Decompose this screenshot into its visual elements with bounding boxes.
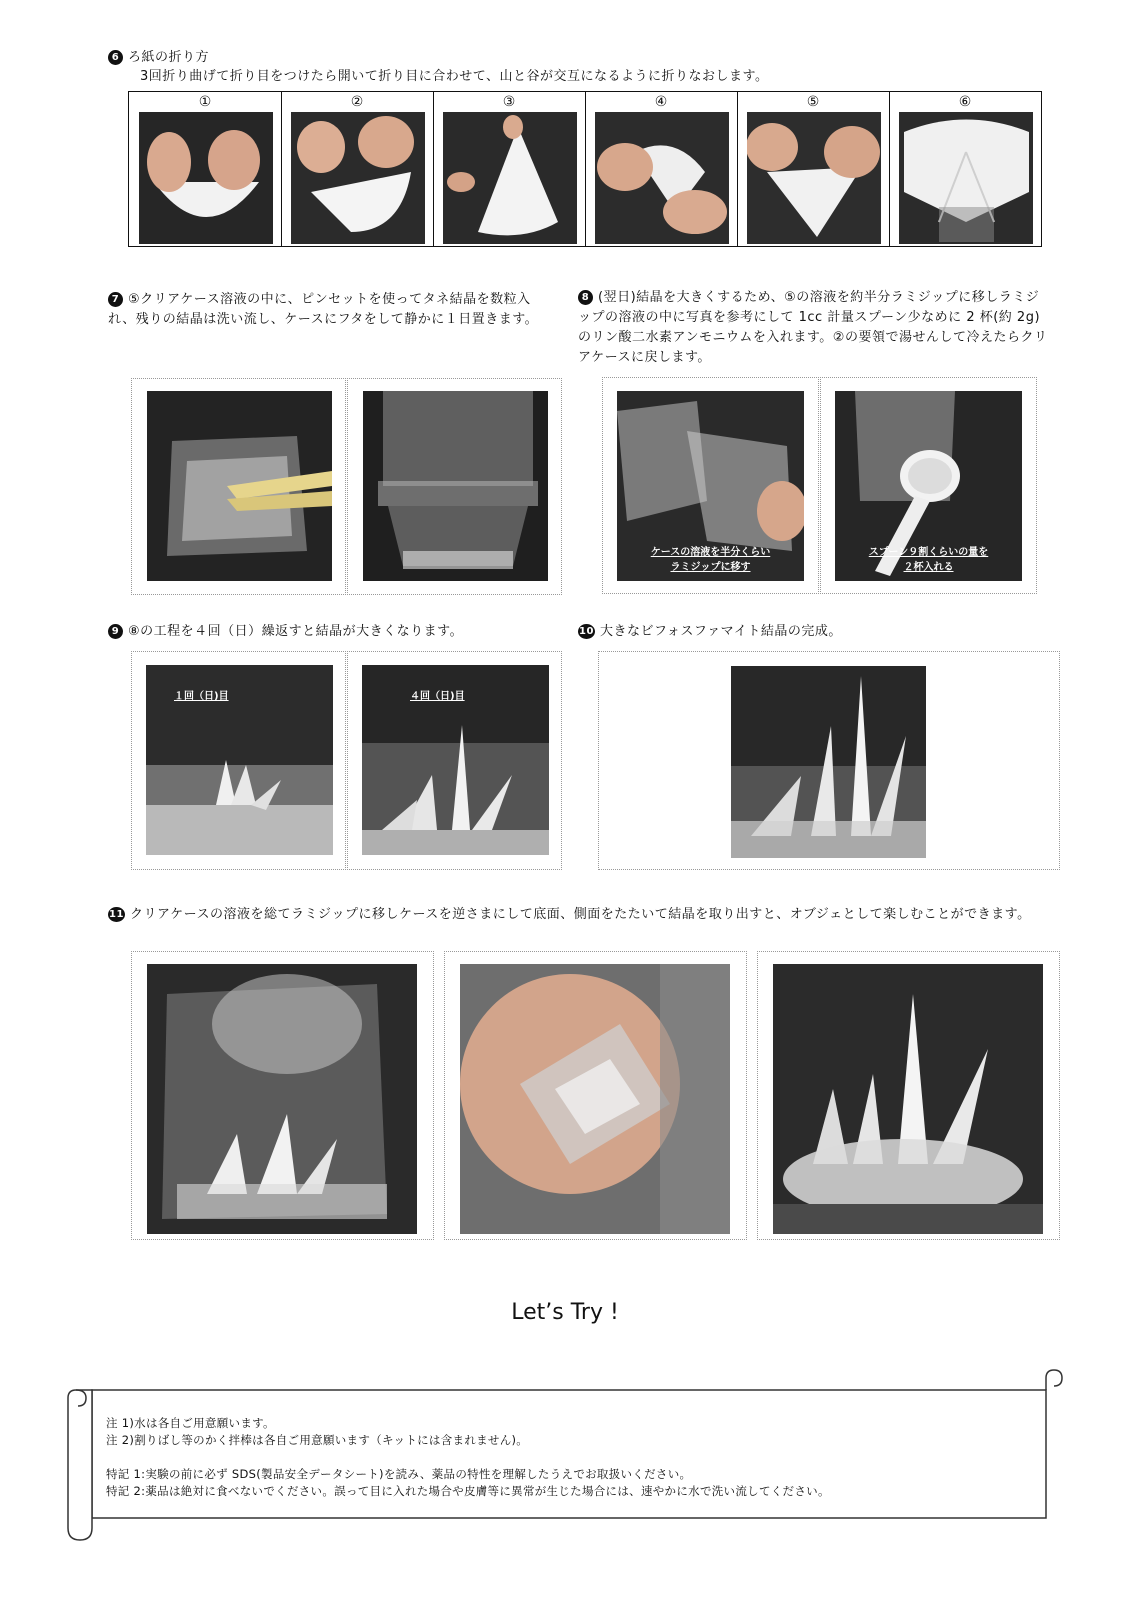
covered-case-photo <box>363 391 548 581</box>
pour-solution-photo <box>617 391 804 581</box>
section-7-text: 7 ⑤クリアケース溶液の中に、ピンセットを使ってタネ結晶を数粒入れ、残りの結晶は洗い流し、ケースにフタをして静かに１日置きます。 <box>108 292 539 327</box>
section-11-photo-frame-3 <box>757 951 1060 1240</box>
notes-block <box>106 1415 1036 1500</box>
fold-step-6-photo <box>899 112 1033 244</box>
fold-step-5-photo <box>747 112 881 244</box>
special-note-2: 特記 2:薬品は絶対に食べないでください。誤って目に入れた場合や皮膚等に異常が生じた場合には、速やかに水で洗い流してください。 <box>106 1484 830 1498</box>
day4-label: ４回（日)目 <box>410 691 465 702</box>
filter-folding-strip <box>128 91 1042 247</box>
section-8-photo-frame-2 <box>820 377 1037 594</box>
day4-crystal-photo <box>362 665 549 855</box>
section-8-text: 8 (翌日)結晶を大きくするため、⑤の溶液を約半分ラミジップに移しラミジップの溶液の中に写真を参考にして 1cc 計量スプーン少なめに 2 杯(約 2g)のリン酸二水素アンモニウムを入れます。②の要領で湯せんして冷えたらクリアケースに戻します。 <box>578 290 1048 365</box>
fold-step-4: ④ <box>585 92 738 246</box>
crystal-object-photo <box>773 964 1043 1234</box>
section-11-photo-frame-1 <box>131 951 434 1240</box>
fold-step-3-photo <box>443 112 577 244</box>
section-11-text: 11 クリアケースの溶液を総てラミジップに移しケースを逆さまにして底面、側面をたたいて結晶を取り出すと、オブジェとして楽しむことができます。 <box>109 907 1031 922</box>
section-8-photo-frame-1 <box>602 377 819 594</box>
day1-crystal-photo <box>146 665 333 855</box>
section-9-photo-frame-1 <box>131 651 346 870</box>
measuring-spoon-caption: スプーン９割くらいの量を ２杯入れる <box>868 547 989 573</box>
note-1: 注 1)水は各自ご用意願います。 <box>106 1416 275 1430</box>
special-note-1: 特記 1:実験の前に必ず SDS(製品安全データシート)を読み、薬品の特性を理解したうえでお取扱いください。 <box>106 1467 692 1481</box>
case-with-crystals-photo <box>147 964 417 1234</box>
fold-step-1-photo <box>139 112 273 244</box>
fold-step-6: ⑥ <box>889 92 1041 246</box>
pour-solution-caption: ケースの溶液を半分くらい ラミジップに移す <box>650 547 771 573</box>
section-10-text: 10 大きなビフォスファマイト結晶の完成。 <box>579 624 842 639</box>
section-6-heading: 6 ろ紙の折り方 <box>108 48 209 67</box>
lets-try-heading: Let’s Try ! <box>511 1300 619 1325</box>
section-7-photo-frame-1 <box>131 378 346 595</box>
fold-step-2-photo <box>291 112 425 244</box>
seed-crystals-photo <box>147 391 332 581</box>
removing-crystal-photo <box>460 964 730 1234</box>
fold-step-1: ① <box>129 92 282 246</box>
section-7-photo-frame-2 <box>347 378 562 595</box>
fold-step-3: ③ <box>433 92 586 246</box>
note-spacer <box>106 1449 1036 1466</box>
section-6-description: 3回折り曲げて折り目をつけたら開いて折り目に合わせて、山と谷が交互になるように折りなおします。 <box>140 69 769 84</box>
completed-crystal-photo <box>731 666 926 858</box>
section-9-text: 9 ⑧の工程を４回（日）繰返すと結晶が大きくなります。 <box>108 622 568 642</box>
day1-label: １回（日)目 <box>174 691 229 702</box>
fold-step-2: ② <box>281 92 434 246</box>
fold-step-4-photo <box>595 112 729 244</box>
note-2: 注 2)割りばし等のかく拌棒は各自ご用意願います（キットには含まれません)。 <box>106 1433 529 1447</box>
section-11-photo-frame-2 <box>444 951 747 1240</box>
section-10-photo-frame <box>598 651 1060 870</box>
measuring-spoon-photo <box>835 391 1022 581</box>
section-9-photo-frame-2 <box>347 651 562 870</box>
fold-step-5: ⑤ <box>737 92 890 246</box>
